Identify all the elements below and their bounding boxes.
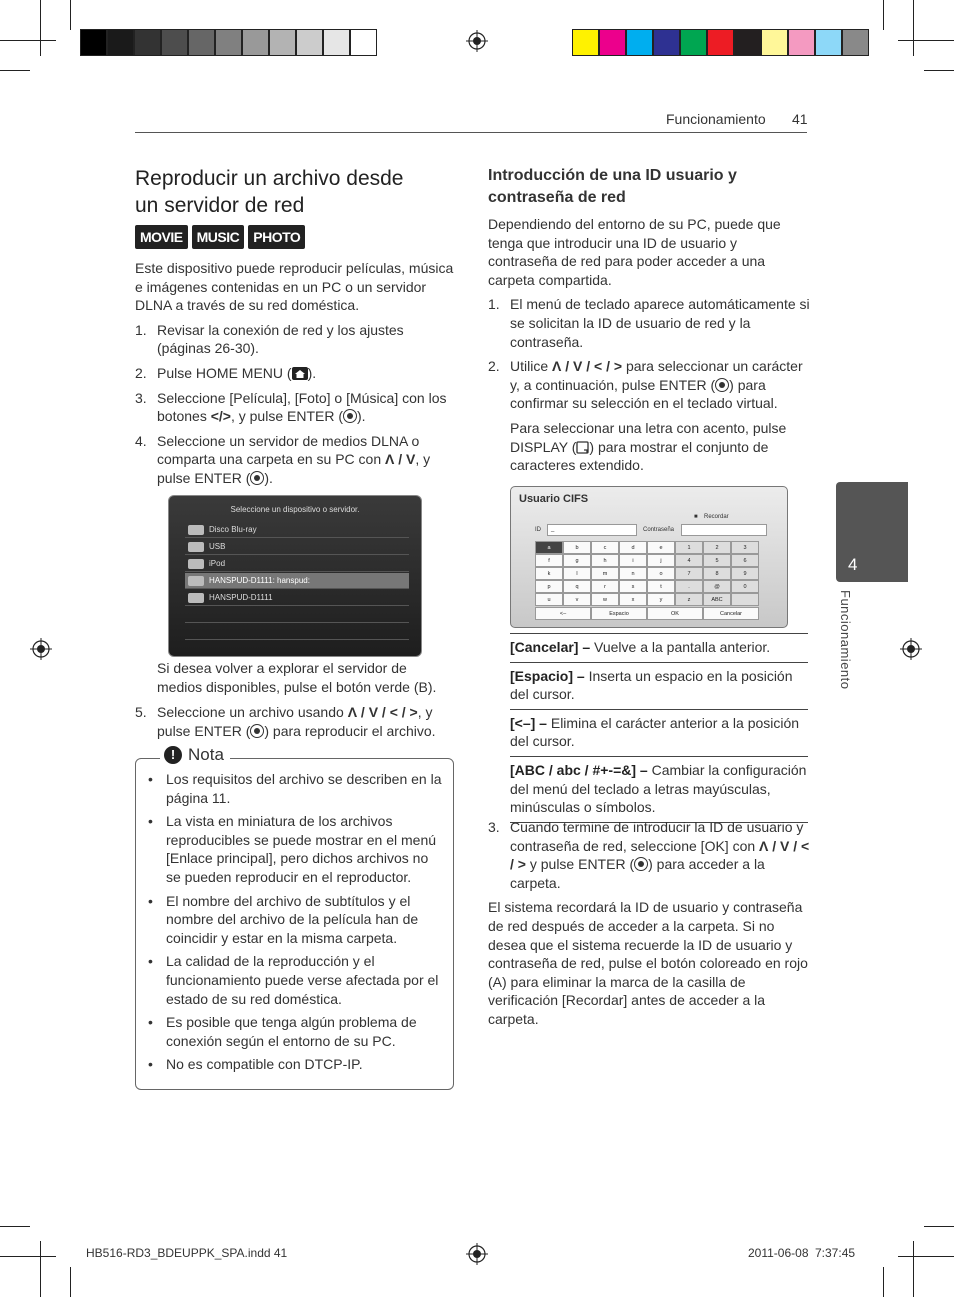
keyboard-key: 1 — [675, 541, 703, 554]
after-screenshot-text — [157, 659, 455, 696]
keyboard-key: r — [591, 580, 619, 593]
step-item — [135, 432, 455, 488]
enter-button-icon — [634, 857, 648, 871]
step5-block — [135, 697, 455, 740]
keyboard-key: b — [563, 541, 591, 554]
keyboard-key: v — [563, 593, 591, 606]
registration-mark-icon — [900, 638, 922, 660]
chapter-label: Funcionamiento — [838, 590, 853, 690]
definition-term: [Cancelar] – — [510, 639, 591, 655]
pc-icon — [188, 593, 204, 603]
keyboard-key: a — [535, 541, 563, 554]
cancel-key: Cancelar — [703, 607, 759, 620]
color-swatch — [269, 29, 296, 56]
color-swatch — [626, 29, 653, 56]
photo-badge: PHOTO — [248, 225, 305, 249]
right-column — [488, 165, 810, 475]
color-swatch — [680, 29, 707, 56]
keyboard-key: o — [647, 567, 675, 580]
intro-paragraph: Este dispositivo puede reproducir películas, música e imágenes contenidas en un PC o un servidor DLNA a través de su red doméstica. — [135, 260, 454, 314]
step-text: , y pulse ENTER ( — [157, 704, 433, 739]
keyboard-key: f — [535, 554, 563, 567]
step-item — [135, 364, 455, 383]
registration-mark-icon — [466, 30, 488, 52]
keyboard-key: 4 — [675, 554, 703, 567]
enter-button-icon — [250, 471, 264, 485]
keyboard-grid — [535, 541, 759, 606]
running-header-section: Funcionamiento — [666, 111, 766, 127]
definition-desc: Inserta un espacio en la posición del cursor. — [510, 667, 793, 703]
step-item — [488, 818, 810, 892]
note-item: • El nombre del archivo de subtítulos y el nombre del archivo de la película han de coincidir y estar en la misma carpeta. — [148, 892, 444, 948]
crop-mark — [40, 0, 41, 56]
crop-mark — [913, 1241, 914, 1297]
paragraph: Si desea volver a explorar el servidor de medios disponibles, pulse el botón verde (B). — [157, 660, 437, 695]
keyboard-key: h — [591, 554, 619, 567]
keyboard-key — [731, 593, 759, 606]
section-heading-line: contraseña de red — [488, 189, 626, 206]
id-value: _ — [551, 526, 555, 532]
crop-mark — [0, 70, 30, 71]
keyboard-key: i — [619, 554, 647, 567]
device-label: HANSPUD-D1111 — [209, 593, 273, 602]
keyboard-key: . — [675, 580, 703, 593]
step-extra — [510, 419, 810, 475]
definition-item — [510, 709, 808, 756]
step-number: 3. — [488, 819, 500, 835]
keyboard-key: t — [647, 580, 675, 593]
keyboard-key: c — [591, 541, 619, 554]
server-icon — [188, 576, 204, 586]
step-text: ) para mostrar el conjunto de caracteres extendido. — [510, 438, 769, 474]
keyboard-key: j — [647, 554, 675, 567]
color-swatch — [80, 29, 107, 56]
arrow-keys-icon: Λ / V / < / > — [347, 704, 418, 720]
gray-swatch-bar — [80, 29, 377, 56]
password-label: Contraseña — [643, 527, 675, 533]
device-row — [185, 590, 409, 606]
id-field — [547, 524, 637, 536]
left-column — [135, 165, 455, 488]
color-swatch — [842, 29, 869, 56]
note-label: Nota — [188, 745, 224, 764]
step-item — [135, 321, 455, 358]
closing-paragraph: El sistema recordará la ID de usuario y contraseña de red después de acceder a la carpeta. Si no desea que el sistema recuerde la ID de usuario y contraseña de red, pulse el botón coloreado en rojo (A) para eliminar la marca de la casilla de verificación [Recordar] antes de acceder a la carpeta. — [488, 899, 808, 1027]
device-row — [185, 539, 409, 555]
keyboard-key: l — [563, 567, 591, 580]
footer-time: 7:37:45 — [815, 1246, 856, 1260]
screen-title: Seleccione un dispositivo o servidor. — [230, 505, 360, 514]
crop-mark — [40, 1241, 41, 1297]
color-swatch-bar — [572, 29, 869, 56]
device-row — [185, 607, 409, 623]
step-item — [135, 389, 455, 426]
crop-mark — [913, 0, 914, 56]
step-item — [135, 703, 455, 740]
step-text: ) para reproducir el archivo. — [264, 722, 436, 739]
device-label: iPod — [209, 559, 226, 568]
color-swatch — [653, 29, 680, 56]
right-column-lower — [488, 812, 810, 1029]
keyboard-key: m — [591, 567, 619, 580]
music-badge: MUSIC — [192, 225, 245, 249]
keyboard-key: e — [647, 541, 675, 554]
definition-item — [510, 633, 808, 662]
keyboard-key: ABC — [703, 593, 731, 606]
keyboard-key: 7 — [675, 567, 703, 580]
step-text: Cuando termine de introducir la ID de usuario y contraseña de red, seleccione [OK] con — [510, 819, 804, 854]
keyboard-key: y — [647, 593, 675, 606]
device-label: HANSPUD-D1111: hanspud: — [209, 576, 310, 585]
step-text: Pulse HOME MENU ( — [157, 364, 292, 381]
footer-date: 2011-06-08 — [748, 1246, 809, 1260]
note-item: • Es posible que tenga algún problema de conexión según el entorno de su PC. — [148, 1013, 444, 1050]
arrow-keys-icon: Λ / V / < / > — [552, 358, 623, 375]
keyboard-key: 6 — [731, 554, 759, 567]
step-text: Seleccione [Película], [Foto] o [Música] con los botones — [157, 389, 447, 425]
footer-file: HB516-RD3_BDEUPPK_SPA.indd 41 — [86, 1246, 288, 1260]
step-text: Para seleccionar una letra con acento, pulse DISPLAY ( — [510, 419, 787, 455]
chapter-number: 4 — [848, 555, 858, 574]
step-number: 5. — [135, 704, 147, 720]
definition-item — [510, 662, 808, 709]
step-item — [488, 295, 810, 351]
definition-term: [Espacio] – — [510, 667, 585, 684]
keyboard-key: 8 — [703, 567, 731, 580]
keyboard-key: k — [535, 567, 563, 580]
page-title-line: un servidor de red — [135, 194, 305, 217]
remember-label: Recordar — [704, 514, 729, 520]
crop-mark — [924, 1226, 954, 1227]
device-label: USB — [209, 542, 226, 551]
crop-mark — [898, 40, 954, 41]
color-swatch — [788, 29, 815, 56]
step-number: 3. — [135, 389, 147, 406]
keyboard-key: 2 — [703, 541, 731, 554]
step-text: para seleccionar un carácter y, a continuación, pulse ENTER ( — [510, 358, 803, 393]
home-icon — [292, 367, 308, 380]
color-swatch — [815, 29, 842, 56]
keyboard-key: n — [619, 567, 647, 580]
device-row — [185, 556, 409, 572]
ipod-icon — [188, 559, 204, 569]
crop-mark — [924, 70, 954, 71]
step-text: Seleccione un archivo usando — [157, 704, 348, 720]
keyboard-key: 5 — [703, 554, 731, 567]
note-item: • La calidad de la reproducción y el funcionamiento puede verse afectada por el estado de su red doméstica. — [148, 952, 444, 1008]
exclamation-icon: ! — [164, 746, 182, 764]
enter-button-icon — [250, 724, 264, 738]
definition-desc: Elimina el carácter anterior a la posición del cursor. — [510, 714, 800, 750]
step-text: El menú de teclado aparece automáticamente si se solicitan la ID de usuario de red y la contraseña. — [510, 296, 810, 350]
steps-list — [488, 818, 810, 892]
chapter-tab — [836, 482, 908, 582]
step-text: Revisar la conexión de red y los ajustes (páginas 26-30). — [157, 321, 404, 357]
usb-icon — [188, 542, 204, 552]
keyboard-key: @ — [703, 580, 731, 593]
keyboard-key: 3 — [731, 541, 759, 554]
page-title-line: Reproducir un archivo desde — [135, 167, 404, 190]
keyboard-key: 0 — [731, 580, 759, 593]
crop-mark — [898, 1256, 954, 1257]
id-label: ID — [535, 527, 541, 533]
crop-mark — [70, 0, 71, 30]
arrow-keys-icon: Λ / V / < / > — [510, 837, 810, 873]
step-number: 2. — [488, 358, 500, 375]
color-swatch — [296, 29, 323, 56]
color-swatch — [707, 29, 734, 56]
key-definitions — [510, 633, 808, 823]
steps-list — [135, 321, 455, 488]
keyboard-key: u — [535, 593, 563, 606]
crop-mark — [0, 40, 56, 41]
steps-list — [135, 703, 455, 740]
step-number: 2. — [135, 364, 147, 381]
step-text: ). — [357, 408, 366, 425]
keyboard-key: d — [619, 541, 647, 554]
backspace-key: <– — [535, 607, 591, 620]
note-heading — [160, 745, 230, 765]
page-title — [135, 165, 455, 219]
keyboard-key: 9 — [731, 567, 759, 580]
definition-term: [<–] – — [510, 714, 547, 731]
display-button-icon — [576, 441, 589, 454]
section-heading — [488, 165, 810, 209]
header-rule — [135, 132, 807, 133]
section-heading-line: Introducción de una ID usuario y — [488, 167, 737, 184]
step-text: ) para confirmar su selección en el teclado virtual. — [510, 376, 778, 412]
password-field — [681, 524, 767, 536]
keyboard-key: z — [675, 593, 703, 606]
color-swatch — [350, 29, 377, 56]
color-swatch — [134, 29, 161, 56]
ok-key: OK — [647, 607, 703, 620]
remember-checkbox-icon: ■ — [694, 514, 698, 520]
step-number: 4. — [135, 432, 147, 449]
enter-button-icon — [715, 378, 729, 392]
keyboard-key: s — [619, 580, 647, 593]
keyboard-key: q — [563, 580, 591, 593]
steps-list — [488, 295, 810, 474]
crop-mark — [0, 1256, 56, 1257]
color-swatch — [188, 29, 215, 56]
step-text: Seleccione un servidor de medios DLNA o comparta una carpeta en su PC con — [157, 432, 420, 468]
color-swatch — [323, 29, 350, 56]
space-key: Espacio — [591, 607, 647, 620]
step-text: , y pulse ENTER ( — [157, 451, 431, 486]
device-selection-screenshot — [168, 495, 422, 657]
registration-mark-icon — [466, 1243, 488, 1265]
device-row — [185, 624, 409, 640]
keyboard-bottom-bar — [535, 607, 759, 620]
note-item: • No es compatible con DTCP-IP. — [148, 1055, 444, 1074]
media-badges — [135, 225, 455, 249]
crop-mark — [0, 1226, 30, 1227]
page-number: 41 — [792, 111, 808, 127]
step-text: , y pulse ENTER ( — [230, 408, 343, 425]
definition-term: [ABC / abc / #+-=&] – — [510, 761, 648, 778]
color-swatch — [734, 29, 761, 56]
step-text: Utilice — [510, 358, 553, 375]
device-row-selected — [185, 573, 409, 589]
step-item — [488, 357, 810, 475]
keyboard-key: p — [535, 580, 563, 593]
virtual-keyboard-screenshot — [510, 486, 788, 628]
color-swatch — [572, 29, 599, 56]
step-number: 1. — [135, 321, 147, 338]
color-swatch — [761, 29, 788, 56]
color-swatch — [242, 29, 269, 56]
step-text: ) para acceder a la carpeta. — [510, 856, 765, 891]
keyboard-key: x — [619, 593, 647, 606]
disc-icon — [188, 525, 204, 535]
color-swatch — [599, 29, 626, 56]
movie-badge: MOVIE — [135, 225, 188, 249]
device-label: Disco Blu-ray — [209, 525, 257, 534]
keyboard-key: w — [591, 593, 619, 606]
definition-desc: Cambiar la configuración del menú del teclado a letras mayúsculas, minúsculas o símbolos. — [510, 761, 807, 816]
enter-button-icon — [343, 409, 357, 423]
color-swatch — [107, 29, 134, 56]
keyboard-key: g — [563, 554, 591, 567]
note-item: • La vista en miniatura de los archivos reproducibles se puede mostrar en el menú [Enlace principal], pero dichos archivos no se pueden reproducir en el reproductor. — [148, 812, 444, 886]
arrow-keys-icon: Λ / V — [385, 451, 416, 468]
color-swatch — [161, 29, 188, 56]
intro-paragraph: Dependiendo del entorno de su PC, puede que tenga que introducir una ID de usuario y contraseña de red para poder acceder a una carpeta compartida. — [488, 216, 781, 288]
device-row — [185, 522, 409, 538]
step-text: ). — [307, 364, 317, 381]
note-list — [148, 770, 444, 1079]
color-swatch — [215, 29, 242, 56]
registration-mark-icon — [30, 638, 52, 660]
definition-desc: Vuelve a la pantalla anterior. — [590, 639, 771, 655]
step-number: 1. — [488, 296, 500, 313]
crop-mark — [70, 1267, 71, 1297]
crop-mark — [883, 0, 884, 30]
crop-mark — [883, 1267, 884, 1297]
keyboard-title: Usuario CIFS — [519, 493, 589, 505]
note-item: • Los requisitos del archivo se describen en la página 11. — [148, 770, 444, 807]
step-text: ). — [264, 469, 273, 486]
step-text: y pulse ENTER ( — [525, 856, 635, 873]
arrow-keys-icon: </> — [210, 408, 231, 425]
